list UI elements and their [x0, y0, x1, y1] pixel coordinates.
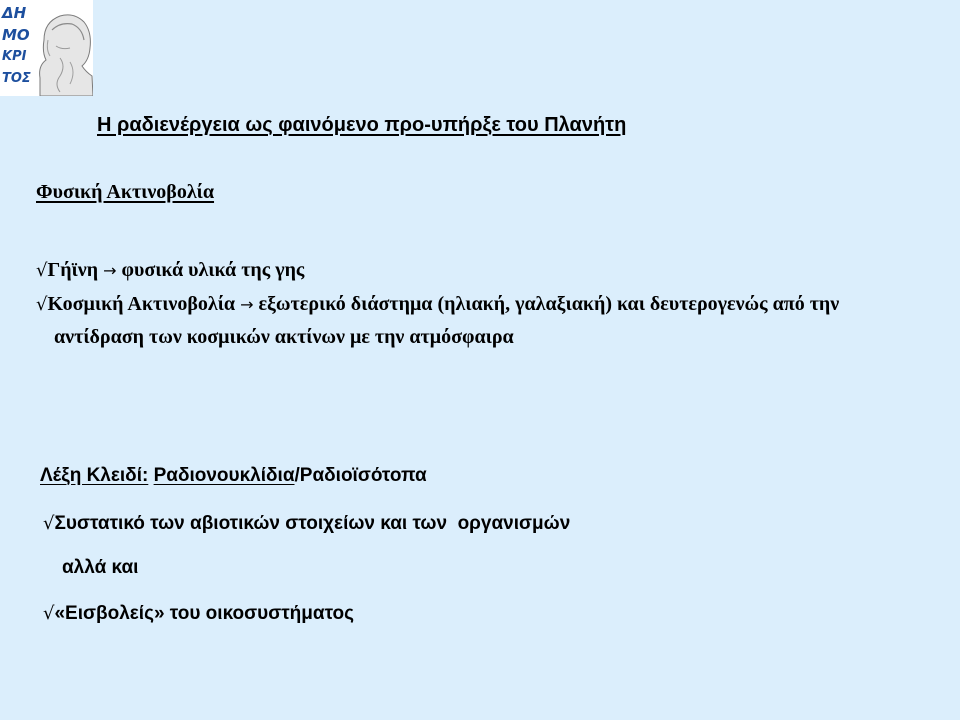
logo-line: ΤΟΣ	[2, 71, 31, 86]
continuation-text: αλλά και	[62, 557, 139, 578]
arrow-right-icon: →	[240, 295, 254, 314]
section-heading-natural-radiation: Φυσική Ακτινοβολία	[36, 181, 215, 203]
bullet-term: Γήϊνη	[47, 259, 99, 281]
keyword-term: Ραδιονουκλίδια	[153, 465, 295, 486]
democritus-logo	[0, 0, 93, 96]
logo-line: ΜΟ	[2, 26, 30, 44]
bullet-description: φυσικά υλικά της γης	[121, 259, 305, 281]
check-icon: √	[43, 603, 55, 624]
bullet-constituent	[43, 511, 570, 537]
bullet-description: εξωτερικό διάστημα (ηλιακή, γαλαξιακή) και δευτερογενώς από την αντίδραση των κοσμικών ακτίνων με την ατμόσφαιρα	[54, 293, 840, 348]
slide-title: Η ραδιενέργεια ως φαινόμενο προ-υπήρξε του Πλανήτη	[97, 114, 627, 136]
bullet-terrestrial	[36, 254, 934, 287]
check-icon: √	[36, 294, 48, 315]
check-icon: √	[36, 260, 48, 281]
logo-lettering	[2, 2, 38, 90]
keyword-separator: /	[294, 465, 300, 486]
check-icon: √	[43, 513, 55, 534]
arrow-right-icon: →	[103, 261, 117, 280]
bullet-text: «Εισβολείς» του οικοσυστήματος	[54, 603, 355, 624]
bullet-invaders	[43, 601, 354, 627]
keyword-line	[40, 463, 427, 489]
logo-line: ΔΗ	[2, 4, 27, 22]
bullet-cosmic	[36, 288, 934, 353]
logo-line: ΚΡΙ	[2, 49, 27, 64]
bullet-term: Κοσμική Ακτινοβολία	[47, 293, 236, 315]
keyword-label: Λέξη Κλειδί:	[40, 465, 149, 486]
bullet-text: Συστατικό των αβιοτικών στοιχείων και των οργανισμών	[54, 513, 571, 534]
keyword-alt: Ραδιοϊσότοπα	[299, 465, 427, 486]
